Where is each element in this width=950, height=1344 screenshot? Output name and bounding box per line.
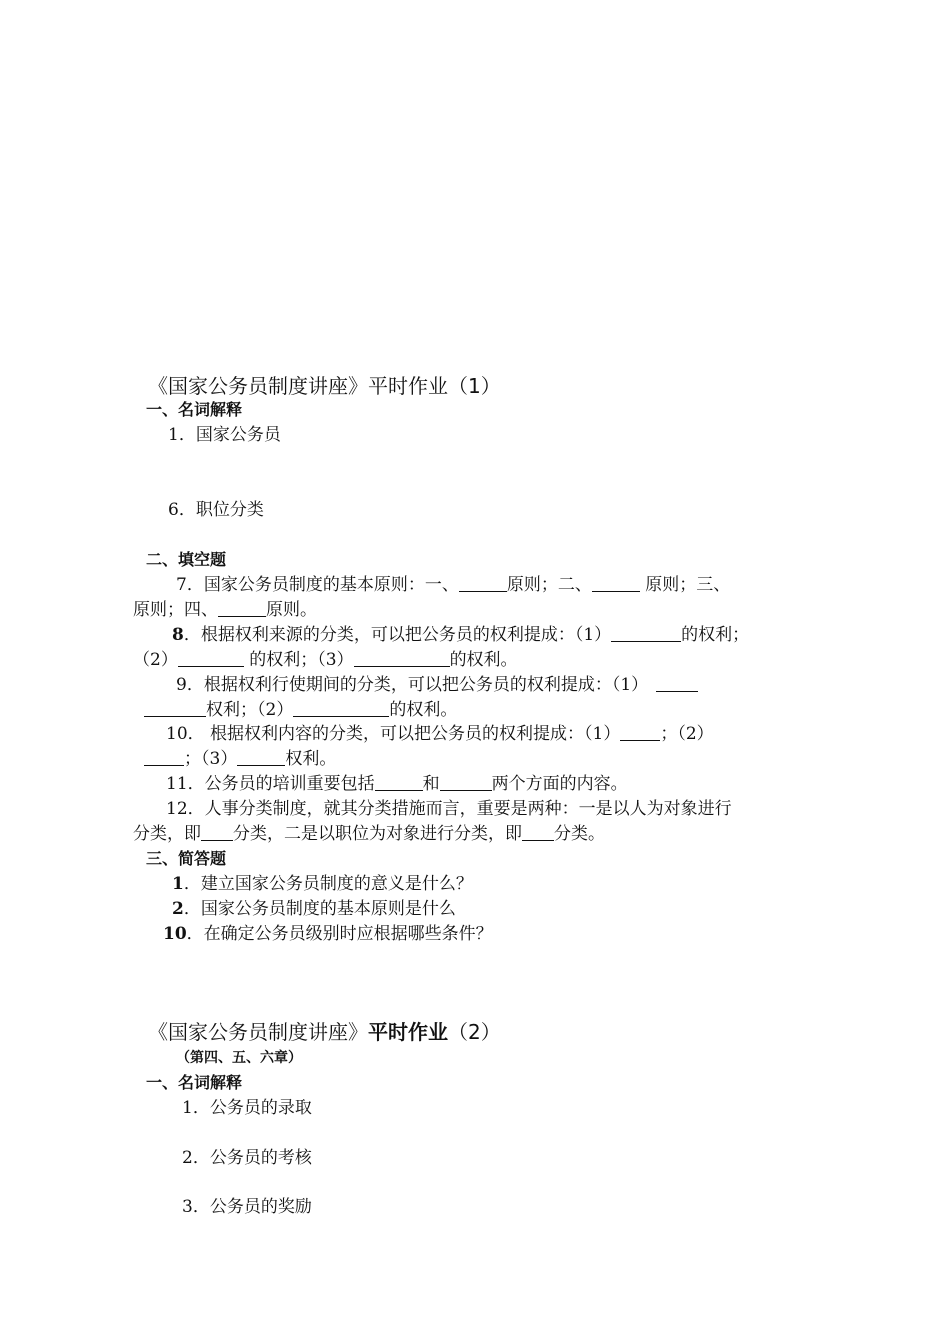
question-12-line-2 xyxy=(133,822,605,846)
short-answer-text: ．国家公务员制度的基本原则是什么 xyxy=(183,899,456,919)
blank[interactable] xyxy=(144,700,206,717)
question-10-line-2 xyxy=(144,747,336,771)
question-3: 3．公务员的奖励 xyxy=(182,1197,312,1217)
question-9-line-2 xyxy=(144,698,457,722)
question-9-text: 9．根据权利行使期间的分类，可以把公务员的权利提成：（1） xyxy=(176,675,649,695)
question-11-text: 11．公务员的培训重要包括 xyxy=(166,774,375,794)
question-12-text: 分类，即 xyxy=(133,824,201,844)
blank[interactable] xyxy=(354,650,450,667)
blank[interactable] xyxy=(201,824,233,841)
question-10-line-1 xyxy=(166,722,714,746)
chapters-subtitle: （第四、五、六章） xyxy=(176,1050,302,1066)
question-7-text: 原则；二、 xyxy=(506,575,592,595)
question-7-text: 原则。 xyxy=(266,600,317,620)
question-11-text: 和 xyxy=(422,774,440,794)
blank[interactable] xyxy=(178,650,244,667)
short-answer-text: ．在确定公务员级别时应根据哪些条件？ xyxy=(186,924,493,944)
blank[interactable] xyxy=(459,575,507,592)
section-1-heading: 一、名词解释 xyxy=(146,400,243,419)
question-7-line-2 xyxy=(133,598,317,622)
question-12-line-1: 12．人事分类制度，就其分类措施而言，重要是两种：一是以人为对象进行 xyxy=(166,799,732,819)
question-6: 6．职位分类 xyxy=(168,500,264,520)
question-8-line-1 xyxy=(172,623,749,647)
blank[interactable] xyxy=(656,675,698,692)
short-answer-10 xyxy=(163,922,493,946)
blank[interactable] xyxy=(620,724,660,741)
short-answer-number: 10 xyxy=(163,924,187,944)
question-8-text: 的权利。 xyxy=(449,650,518,670)
section-2-heading: 二、填空题 xyxy=(146,550,227,569)
section-3-heading: 三、简答题 xyxy=(146,849,227,868)
homework-2-title xyxy=(148,1018,501,1046)
question-8-text: 的权利； xyxy=(681,625,750,645)
short-answer-number: 1 xyxy=(172,874,184,894)
question-9-line-1 xyxy=(176,673,698,697)
question-1: 1．国家公务员 xyxy=(168,425,281,445)
question-11 xyxy=(166,772,628,796)
blank[interactable] xyxy=(440,774,492,791)
homework-2-title-text: （2） xyxy=(448,1020,501,1044)
blank[interactable] xyxy=(293,700,389,717)
question-7-text: 原则；四、 xyxy=(133,600,218,620)
blank[interactable] xyxy=(237,749,285,766)
question-12-text: 分类，二是以职位为对象进行分类，即 xyxy=(233,824,522,844)
question-8-text: ．根据权利来源的分类，可以把公务员的权利提成：（1） xyxy=(183,625,612,645)
question-12-text: 分类。 xyxy=(554,824,605,844)
blank[interactable] xyxy=(522,824,554,841)
question-11-text: 两个方面的内容。 xyxy=(491,774,628,794)
short-answer-text: ．建立国家公务员制度的意义是什么？ xyxy=(183,874,473,894)
homework-2-title-text: 《国家公务员制度讲座》 xyxy=(148,1020,368,1044)
blank[interactable] xyxy=(375,774,423,791)
question-8-line-2 xyxy=(133,648,518,672)
question-9-text: 的权利。 xyxy=(389,700,458,720)
question-8-number: 8 xyxy=(172,625,184,645)
question-7-text: 7．国家公务员制度的基本原则：一、 xyxy=(176,575,459,595)
blank[interactable] xyxy=(218,600,266,617)
question-2: 2．公务员的考核 xyxy=(182,1148,312,1168)
short-answer-number: 2 xyxy=(172,899,184,919)
question-8-text: （2） xyxy=(133,650,178,670)
question-10-text: 权利。 xyxy=(285,749,337,769)
question-7-line-1 xyxy=(176,573,730,597)
question-10-text: 10． 根据权利内容的分类，可以把公务员的权利提成：（1） xyxy=(166,724,621,744)
question-8-text: 的权利；（3） xyxy=(243,650,354,670)
short-answer-1 xyxy=(172,872,473,896)
homework-1-title: 《国家公务员制度讲座》平时作业（1） xyxy=(148,374,501,398)
question-10-text: ；（3） xyxy=(184,749,238,769)
question-7-text: 原则；三、 xyxy=(639,575,731,595)
question-1: 1．公务员的录取 xyxy=(182,1098,312,1118)
blank[interactable] xyxy=(144,749,184,766)
question-10-text: ；（2） xyxy=(660,724,714,744)
question-9-text: 权利；（2） xyxy=(206,700,294,720)
section-1-heading: 一、名词解释 xyxy=(146,1073,243,1092)
short-answer-2 xyxy=(172,897,456,921)
homework-2-title-text: 平时作业 xyxy=(368,1020,448,1044)
blank[interactable] xyxy=(592,575,640,592)
blank[interactable] xyxy=(611,625,681,642)
